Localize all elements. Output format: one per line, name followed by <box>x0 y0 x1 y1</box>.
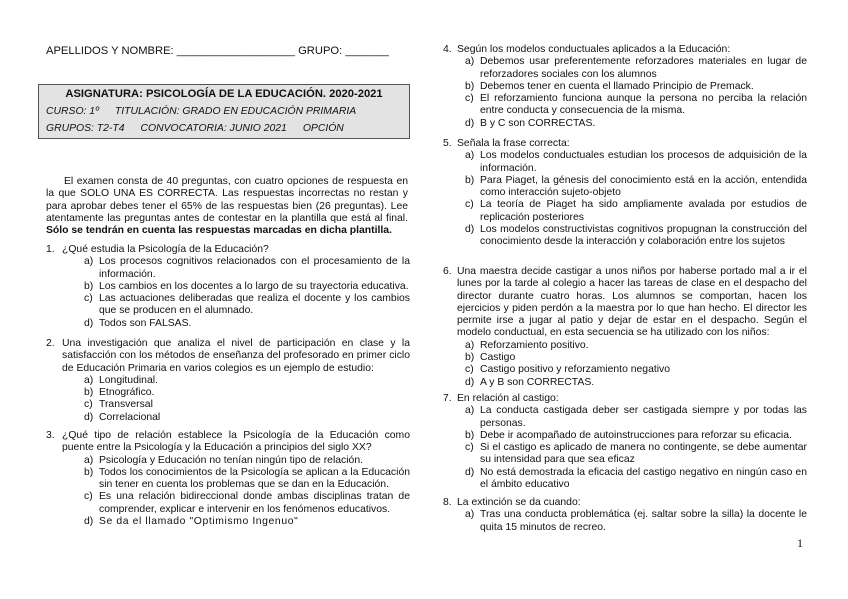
question-text: ¿Qué tipo de relación establece la Psicología de la Educación como puente entre la Psicología y la Educación a principios del siglo XX? <box>62 430 410 454</box>
groups-line <box>46 123 360 135</box>
course: CURSO: 1º <box>46 106 99 117</box>
question-2 <box>46 338 410 424</box>
page-number: 1 <box>797 536 803 550</box>
option-letter: b) <box>84 280 94 292</box>
option-text: B y C son CORRECTAS. <box>480 117 596 129</box>
subject-title: ASIGNATURA: PSICOLOGÍA DE LA EDUCACIÓN. 2020-2021 <box>65 88 383 100</box>
question-1 <box>46 244 410 330</box>
option-letter: a) <box>465 405 475 417</box>
option-letter: b) <box>465 80 475 92</box>
answer-options <box>443 405 807 491</box>
question-5 <box>443 138 807 249</box>
option-letter: a) <box>465 339 475 351</box>
answer-option <box>46 293 410 318</box>
option-letter: d) <box>465 376 475 388</box>
question-number: 5. <box>443 138 452 149</box>
course-line <box>46 106 372 118</box>
answer-option <box>443 405 807 430</box>
option-letter: c) <box>84 399 93 411</box>
subject-box <box>38 84 410 139</box>
option-text: Etnográfico. <box>99 387 155 399</box>
option-letter: a) <box>84 256 94 268</box>
option-letter: b) <box>465 174 475 186</box>
option-text: Debe ir acompañado de autoinstrucciones para reforzar su eficacia. <box>480 429 792 441</box>
option-text: Reforzamiento positivo. <box>480 339 589 351</box>
question-number: 2. <box>46 338 55 349</box>
question-text: Señala la frase correcta: <box>457 138 570 149</box>
answer-options <box>46 256 410 330</box>
question-text: Una maestra decide castigar a unos niños por haberse portado mal a ir el lunes por la tarde al colegio a hacer las tareas de clase en el despacho del director durante cuatro horas. Los alumnos se comportan, hacen los ejercicios y piden perdón a la maestra por lo que han hecho. El director les permite irse a jugar al patio y dejar de estar en el despacho. Según el modelo conductual, en esta secuencia se ha utilizado con los niños: <box>457 266 807 339</box>
option-text: Los modelos conductuales estudian los procesos de adquisición de la información. <box>480 150 807 174</box>
option-text: Todos los conocimientos de la Psicología se aplican a la Educación sin tener en cuenta los problemas que se dan en la Educación. <box>99 466 410 491</box>
answer-option <box>443 118 807 130</box>
option-letter: d) <box>465 466 475 478</box>
question-text: ¿Qué estudia la Psicología de la Educación? <box>62 244 269 255</box>
question-text: Una investigación que analiza el nivel de participación en clase y la satisfacción con los métodos de enseñanza del profesorado en primer ciclo de Educación Primaria en varios colegios es un ejemplo de estudio: <box>62 338 410 374</box>
option-text: A y B son CORRECTAS. <box>480 376 595 388</box>
option-text: Todos son FALSAS. <box>99 317 192 329</box>
option-letter: b) <box>465 429 475 441</box>
option-text: El reforzamiento funciona aunque la persona no perciba la relación entre conducta y consecuencia de la misma. <box>480 93 807 117</box>
answer-options <box>443 56 807 130</box>
answer-option <box>443 430 807 442</box>
answer-option <box>443 81 807 93</box>
answer-option <box>443 442 807 467</box>
option-text: La teoría de Piaget ha sido ampliamente avalada por estudios de replicación posteriores <box>480 199 807 223</box>
answer-option <box>46 281 410 293</box>
answer-option <box>46 467 410 492</box>
answer-option <box>443 377 807 389</box>
option-letter: d) <box>465 224 475 236</box>
answer-option <box>443 150 807 175</box>
option-text: Castigo <box>480 352 516 364</box>
question-4 <box>443 44 807 130</box>
option-letter: c) <box>465 364 474 376</box>
question-text: En relación al castigo: <box>457 393 559 404</box>
answer-option <box>46 491 410 516</box>
answer-option <box>46 375 410 387</box>
question-stem <box>443 497 807 509</box>
option-letter: d) <box>84 411 94 423</box>
option-letter: d) <box>465 117 475 129</box>
question-stem <box>443 138 807 150</box>
instructions <box>46 176 408 237</box>
answer-option <box>443 56 807 81</box>
answer-option <box>443 224 807 249</box>
answer-option <box>443 340 807 352</box>
question-stem <box>443 393 807 405</box>
option-letter: c) <box>465 442 474 454</box>
instructions-text: El examen consta de 40 preguntas, con cuatro opciones de respuesta en la que SOLO UNA ES CORRECTA. Las respuestas incorrectas no restan y para aprobar debes tener el 65% de las respuestas bien (26 preguntas). Lee atentamente las preguntas antes de contestar en la plantilla que está al final. <box>46 176 408 224</box>
option-text: Si el castigo es aplicado de manera no contingente, se debe aumentar su intensidad para que sea eficaz <box>480 442 807 466</box>
instructions-bold: Sólo se tendrán en cuenta las respuestas marcadas en dicha plantilla. <box>46 225 392 237</box>
answer-option <box>46 455 410 467</box>
answer-option <box>443 467 807 492</box>
question-stem <box>443 266 807 340</box>
answer-option <box>46 318 410 330</box>
answer-options <box>46 375 410 424</box>
question-number: 6. <box>443 266 452 277</box>
question-text: Según los modelos conductuales aplicados a la Educación: <box>457 44 731 55</box>
option-letter: d) <box>84 317 94 329</box>
question-text: La extinción se da cuando: <box>457 497 581 508</box>
option-text: Longitudinal. <box>99 374 158 386</box>
answer-option <box>46 387 410 399</box>
option-text: Para Piaget, la génesis del conocimiento está en la acción, entendida como interacción sujeto-objeto <box>480 174 807 199</box>
groups: GRUPOS: T2-T4 <box>46 123 125 134</box>
question-stem <box>46 430 410 455</box>
question-number: 4. <box>443 44 452 55</box>
option-text: Las actuaciones deliberadas que realiza el docente y los cambios que se producen en el alumnado. <box>99 293 410 317</box>
option-text: Los modelos constructivistas cognitivos propugnan la construcción del conocimiento desde la interacción y colaboración entre los sujetos <box>480 224 807 248</box>
option-text: Transversal <box>99 399 153 411</box>
question-8 <box>443 497 807 534</box>
answer-option <box>443 199 807 224</box>
option-letter: b) <box>465 352 475 364</box>
option-text: Debemos usar preferentemente reforzadores materiales en lugar de reforzadores sociales con los alumnos <box>480 56 807 80</box>
question-6 <box>443 266 807 389</box>
call: CONVOCATORIA: JUNIO 2021 <box>140 123 287 134</box>
option-letter: b) <box>84 466 94 478</box>
question-3 <box>46 430 410 528</box>
answer-option <box>46 256 410 281</box>
degree: TITULACIÓN: GRADO EN EDUCACIÓN PRIMARIA <box>114 106 357 117</box>
question-7 <box>443 393 807 491</box>
answer-option <box>46 399 410 411</box>
answer-options <box>443 340 807 389</box>
option-text: Es una relación bidireccional donde ambas disciplinas tratan de comprender, explicar e intervenir en los fenómenos educativos. <box>99 491 410 515</box>
answer-options <box>46 455 410 529</box>
option-text: Debemos tener en cuenta el llamado Principio de Premack. <box>480 80 754 92</box>
answer-option <box>443 352 807 364</box>
question-stem <box>443 44 807 56</box>
question-number: 1. <box>46 244 55 255</box>
answer-option <box>46 516 410 528</box>
option-letter: a) <box>465 150 475 162</box>
option: OPCIÓN <box>302 123 344 134</box>
option-text: Castigo positivo y reforzamiento negativo <box>480 364 671 376</box>
option-text: No está demostrada la eficacia del castigo negativo en ningún caso en el ámbito educativo <box>480 466 807 491</box>
option-letter: c) <box>84 293 93 305</box>
option-letter: c) <box>465 93 474 105</box>
question-stem <box>46 244 410 256</box>
answer-options <box>443 150 807 248</box>
option-letter: c) <box>84 491 93 503</box>
option-text: Se da el llamado "Optimismo Ingenuo" <box>99 516 299 528</box>
option-text: Tras una conducta problemática (ej. saltar sobre la silla) la docente le quita 15 minutos de recreo. <box>480 509 807 533</box>
name-group-line: APELLIDOS Y NOMBRE: ___________________ GRUPO: _______ <box>46 45 389 57</box>
option-text: Correlacional <box>99 411 161 423</box>
option-letter: c) <box>465 199 474 211</box>
answer-option <box>443 509 807 534</box>
option-text: Los cambios en los docentes a lo largo de su trayectoria educativa. <box>99 280 409 292</box>
option-letter: a) <box>84 454 94 466</box>
option-letter: a) <box>465 509 475 521</box>
question-stem <box>46 338 410 375</box>
answer-option <box>443 93 807 118</box>
option-letter: a) <box>84 374 94 386</box>
question-number: 3. <box>46 430 55 441</box>
answer-option <box>443 364 807 376</box>
option-text: Psicología y Educación no tenían ningún tipo de relación. <box>99 454 363 466</box>
answer-option <box>443 175 807 200</box>
option-letter: b) <box>84 387 94 399</box>
option-text: Los procesos cognitivos relacionados con el procesamiento de la información. <box>99 256 410 280</box>
answer-options <box>443 509 807 534</box>
answer-option <box>46 412 410 424</box>
option-text: La conducta castigada deber ser castigada siempre y por todas las personas. <box>480 405 807 429</box>
option-letter: d) <box>84 516 94 528</box>
option-letter: a) <box>465 56 475 68</box>
question-number: 8. <box>443 497 452 508</box>
question-number: 7. <box>443 393 452 404</box>
